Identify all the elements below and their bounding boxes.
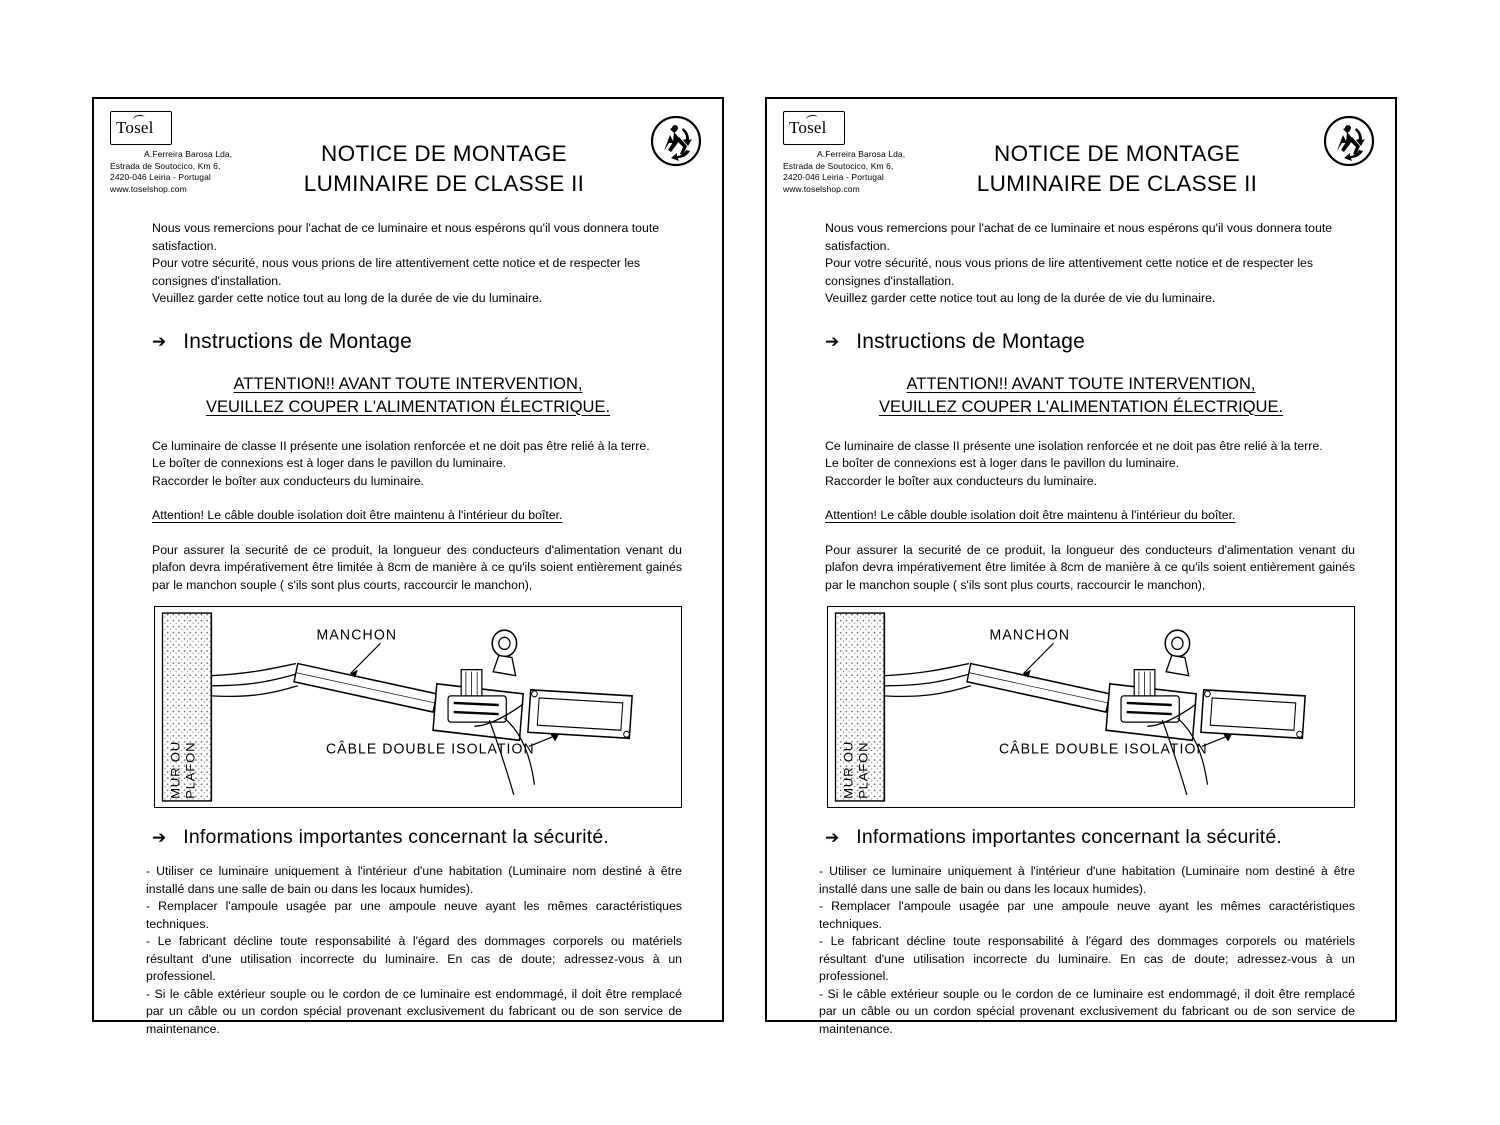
- intro-paragraph-2: Pour votre sécurité, nous vous prions de lire attentivement cette notice et de respecter les consignes d'installation.: [825, 256, 1314, 288]
- attention-line-1: ATTENTION!! AVANT TOUTE INTERVENTION,: [906, 374, 1256, 393]
- brand-address-1: Estrada de Soutocico, Km 6,: [110, 160, 221, 171]
- safety-paragraph: [108, 542, 708, 595]
- safety-paragraph: [781, 542, 1381, 595]
- class2-line-2: Le boîter de connexions est à loger dans le pavillon du luminaire.: [152, 456, 507, 470]
- installation-diagram: [154, 606, 682, 808]
- document-title: [931, 139, 1303, 199]
- attention-line-2: VEUILLEZ COUPER L'ALIMENTATION ÉLECTRIQUE.: [878, 397, 1284, 416]
- class2-paragraph: [781, 438, 1381, 491]
- svg-text:CÂBLE DOUBLE ISOLATION: CÂBLE DOUBLE ISOLATION: [325, 741, 535, 758]
- safety-bullet-3: - Le fabricant décline toute responsabilité à l'égard des dommages corporels ou matériels résultant d'une utilisation incorrecte du luminaire. En cas de doute; adressez-vous à un professionel.: [819, 934, 1355, 983]
- svg-text:MUR OU: MUR OU: [168, 740, 183, 799]
- arrow-right-icon: ➔: [825, 332, 840, 351]
- intro-paragraph-3: Veuillez garder cette notice tout au long de la durée de vie du luminaire.: [152, 291, 543, 305]
- class2-line-3: Raccorder le boîter aux conducteurs du luminaire.: [825, 473, 1098, 488]
- intro-paragraph-2: Pour votre sécurité, nous vous prions de lire attentivement cette notice et de respecter les consignes d'installation.: [152, 256, 641, 288]
- cable-note-text: Attention! Le câble double isolation doit être maintenu à l'intérieur du boîter.: [825, 508, 1236, 522]
- brand-website: www.toselshop.com: [783, 183, 860, 194]
- safety-bullet-2: - Remplacer l'ampoule usagée par une ampoule neuve ayant les mêmes caractéristiques techniques.: [146, 899, 682, 931]
- svg-text:CÂBLE DOUBLE ISOLATION: CÂBLE DOUBLE ISOLATION: [998, 741, 1208, 758]
- svg-text:MUR OU: MUR OU: [841, 740, 856, 799]
- intro-paragraph-3: Veuillez garder cette notice tout au long de la durée de vie du luminaire.: [825, 291, 1216, 305]
- attention-line-2: VEUILLEZ COUPER L'ALIMENTATION ÉLECTRIQUE.: [205, 397, 611, 416]
- section1-heading-text: Instructions de Montage: [183, 329, 412, 353]
- section2-heading-text: Informations importantes concernant la sécurité.: [856, 826, 1283, 848]
- safety-bullet-4: - Si le câble extérieur souple ou le cordon de ce luminaire est endommagé, il doit être remplacé par un câble ou un cordon spécial provenant exclusivement du fabricant ou de son service de maintenance.: [819, 986, 1355, 1036]
- attention-warning: [108, 373, 708, 419]
- sheet-header: [108, 109, 708, 214]
- brand-address-1: Estrada de Soutocico, Km 6,: [783, 160, 894, 171]
- safety-bullet-4: - Si le câble extérieur souple ou le cordon de ce luminaire est endommagé, il doit être remplacé par un câble ou un cordon spécial provenant exclusivement du fabricant ou de son service de maintenance.: [146, 986, 682, 1036]
- section-heading-safety: [781, 826, 1381, 849]
- tosel-logo: [110, 111, 172, 145]
- brand-address: [783, 149, 953, 195]
- brand-company: A.Ferreira Barosa Lda,: [817, 149, 906, 159]
- brand-company: A.Ferreira Barosa Lda,: [144, 149, 233, 159]
- brand-address-2: 2420-046 Leiria - Portugal: [783, 172, 884, 182]
- instruction-sheet-right: [765, 97, 1397, 1036]
- safety-bullet-1: - Utiliser ce luminaire uniquement à l'intérieur d'une habitation (Luminaire nom destiné à être installé dans une salle de bain ou dans les locaux humides).: [146, 864, 682, 896]
- svg-text:PLAFON: PLAFON: [183, 741, 198, 799]
- brand-block: [110, 111, 280, 195]
- document-title: [258, 139, 630, 199]
- section1-heading-text: Instructions de Montage: [856, 329, 1085, 353]
- section-heading-instructions: [781, 330, 1381, 354]
- arrow-right-icon: ➔: [152, 828, 167, 847]
- arrow-right-icon: ➔: [825, 828, 840, 847]
- instruction-sheet-left: [92, 97, 724, 1036]
- installation-diagram: [827, 606, 1355, 808]
- intro-text: [108, 220, 708, 308]
- svg-text:PLAFON: PLAFON: [856, 741, 871, 799]
- title-line-1: NOTICE DE MONTAGE: [321, 141, 567, 166]
- attention-line-1: ATTENTION!! AVANT TOUTE INTERVENTION,: [233, 374, 583, 393]
- intro-paragraph-1: Nous vous remercions pour l'achat de ce luminaire et nous espérons qu'il vous donnera toute satisfaction.: [152, 221, 660, 253]
- cable-note: [108, 507, 708, 525]
- svg-text:MANCHON: MANCHON: [316, 626, 398, 644]
- brand-address-2: 2420-046 Leiria - Portugal: [110, 172, 211, 182]
- arrow-right-icon: ➔: [152, 332, 167, 351]
- title-line-1: NOTICE DE MONTAGE: [994, 141, 1240, 166]
- tosel-logo: [783, 111, 845, 145]
- brand-website: www.toselshop.com: [110, 183, 187, 194]
- title-line-2: LUMINAIRE DE CLASSE II: [976, 171, 1258, 196]
- tosel-logo-text: Tosel: [116, 118, 154, 137]
- intro-paragraph-1: Nous vous remercions pour l'achat de ce luminaire et nous espérons qu'il vous donnera toute satisfaction.: [825, 221, 1333, 253]
- recycle-bin-icon: [650, 115, 702, 167]
- brand-address: [110, 149, 280, 195]
- cable-note-text: Attention! Le câble double isolation doit être maintenu à l'intérieur du boîter.: [152, 508, 563, 522]
- svg-text:MANCHON: MANCHON: [989, 626, 1071, 644]
- recycle-bin-icon: [1323, 115, 1375, 167]
- class2-line-2: Le boîter de connexions est à loger dans le pavillon du luminaire.: [825, 456, 1180, 470]
- section-heading-safety: [108, 826, 708, 849]
- tosel-logo-text: Tosel: [789, 118, 827, 137]
- section2-heading-text: Informations importantes concernant la sécurité.: [183, 826, 610, 848]
- safety-bullets: [781, 863, 1381, 1038]
- safety-bullet-2: - Remplacer l'ampoule usagée par une ampoule neuve ayant les mêmes caractéristiques techniques.: [819, 899, 1355, 931]
- safety-bullets: [108, 863, 708, 1038]
- class2-paragraph: [108, 438, 708, 491]
- safety-paragraph-text: Pour assurer la securité de ce produit, la longueur des conducteurs d'alimentation venant du plafon devra impérativement être limitée à 8cm de manière à ce qu'ils soient entièrement gainés par le manchon souple ( s'ils sont plus courts, raccourcir le manchon),: [825, 542, 1355, 592]
- safety-bullet-3: - Le fabricant décline toute responsabilité à l'égard des dommages corporels ou matériels résultant d'une utilisation incorrecte du luminaire. En cas de doute; adressez-vous à un professionel.: [146, 934, 682, 983]
- class2-line-3: Raccorder le boîter aux conducteurs du luminaire.: [152, 473, 425, 488]
- attention-warning: [781, 373, 1381, 419]
- section-heading-instructions: [108, 330, 708, 354]
- cable-note: [781, 507, 1381, 525]
- title-line-2: LUMINAIRE DE CLASSE II: [303, 171, 585, 196]
- class2-line-1: Ce luminaire de classe II présente une isolation renforcée et ne doit pas être relié à la terre.: [152, 438, 650, 453]
- brand-block: [783, 111, 953, 195]
- class2-line-1: Ce luminaire de classe II présente une isolation renforcée et ne doit pas être relié à la terre.: [825, 438, 1323, 453]
- safety-bullet-1: - Utiliser ce luminaire uniquement à l'intérieur d'une habitation (Luminaire nom destiné à être installé dans une salle de bain ou dans les locaux humides).: [819, 864, 1355, 896]
- intro-text: [781, 220, 1381, 308]
- sheet-header: [781, 109, 1381, 214]
- safety-paragraph-text: Pour assurer la securité de ce produit, la longueur des conducteurs d'alimentation venant du plafon devra impérativement être limitée à 8cm de manière à ce qu'ils soient entièrement gainés par le manchon souple ( s'ils sont plus courts, raccourcir le manchon),: [152, 542, 682, 592]
